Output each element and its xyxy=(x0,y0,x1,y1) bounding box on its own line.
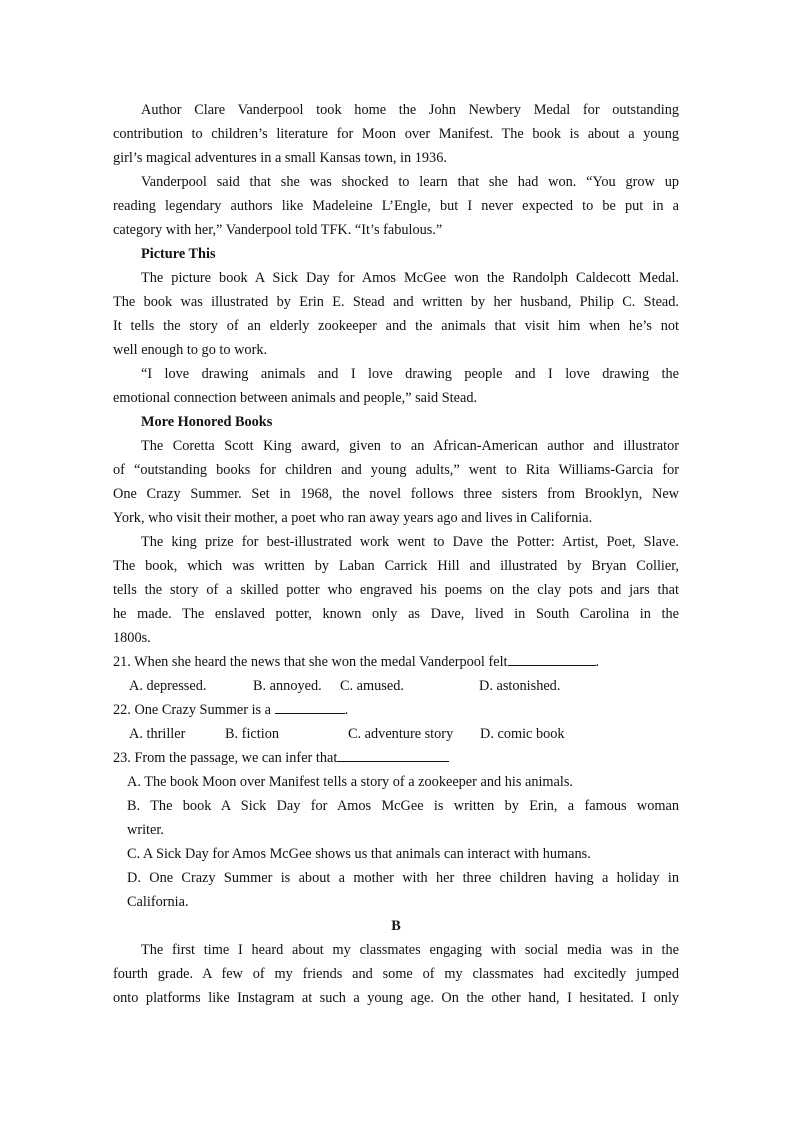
answer-blank xyxy=(337,747,449,762)
text-line: The picture book A Sick Day for Amos McGee won the Randolph Caldecott Medal. xyxy=(141,270,679,286)
option-c: C. A Sick Day for Amos McGee shows us that animals can interact with humans. xyxy=(127,846,591,862)
text-line: It tells the story of an elderly zookeeper and the animals that visit him when he’s not xyxy=(113,318,679,334)
question-options xyxy=(113,722,679,746)
text-line: One Crazy Summer. Set in 1968, the novel follows three sisters from Brooklyn, New xyxy=(113,486,679,502)
heading-more-honored-books: More Honored Books xyxy=(141,414,273,430)
question-stem xyxy=(113,650,679,674)
option-d: D. astonished. xyxy=(479,678,561,694)
paragraph-caldecott xyxy=(113,266,679,362)
text-line: of “outstanding books for children and young adults,” went to Rita Williams-Garcia for xyxy=(113,462,679,478)
text-line: “I love drawing animals and I love drawing people and I love drawing the xyxy=(141,366,679,382)
text-line: 1800s. xyxy=(113,630,151,646)
text-line: York, who visit their mother, a poet who ran away years ago and lives in California. xyxy=(113,510,593,526)
question-stem-text: 21. When she heard the news that she won the medal Vanderpool felt xyxy=(113,654,508,670)
text-line: well enough to go to work. xyxy=(113,342,268,358)
answer-blank xyxy=(275,699,345,714)
text-line: category with her,” Vanderpool told TFK. “It’s fabulous.” xyxy=(113,222,443,238)
question-21 xyxy=(113,650,679,698)
paragraph-newbery xyxy=(113,98,679,170)
question-stem-text: 22. One Crazy Summer is a xyxy=(113,702,275,718)
question-stem-end: . xyxy=(344,702,349,718)
text-line: The Coretta Scott King award, given to an African-American author and illustrator xyxy=(141,438,679,454)
text-line: tells the story of a skilled potter who engraved his poems on the clay pots and jars that xyxy=(113,582,679,598)
option-a: A. The book Moon over Manifest tells a story of a zookeeper and his animals. xyxy=(127,774,574,790)
option-a: A. depressed. xyxy=(129,678,207,694)
answer-blank xyxy=(508,651,596,666)
document-page xyxy=(113,98,679,1010)
question-stem-end: . xyxy=(595,654,600,670)
option-d: D. One Crazy Summer is about a mother with her three children having a holiday in xyxy=(127,870,679,886)
text-line: contribution to children’s literature for Moon over Manifest. The book is about a young xyxy=(113,126,679,142)
question-stem-text: 23. From the passage, we can infer that xyxy=(113,750,338,766)
option-b-continued: writer. xyxy=(127,822,164,838)
paragraph-king-prize xyxy=(113,530,679,650)
option-c: C. amused. xyxy=(340,678,404,694)
text-line: emotional connection between animals and people,” said Stead. xyxy=(113,390,478,406)
text-line: The first time I heard about my classmates engaging with social media was in the xyxy=(141,942,679,958)
paragraph-stead-quote xyxy=(113,362,679,410)
text-line: reading legendary authors like Madeleine L’Engle, but I never expected to be put in a xyxy=(113,198,679,214)
option-a: A. thriller xyxy=(129,726,186,742)
option-d-continued: California. xyxy=(127,894,189,910)
option-b: B. fiction xyxy=(225,726,280,742)
paragraph-vanderpool-quote xyxy=(113,170,679,242)
text-line: Vanderpool said that she was shocked to learn that she had won. “You grow up xyxy=(141,174,679,190)
text-line: he made. The enslaved potter, known only as Dave, lived in South Carolina in the xyxy=(113,606,679,622)
option-d: D. comic book xyxy=(480,726,565,742)
text-line: The book was illustrated by Erin E. Stead and written by her husband, Philip C. Stead. xyxy=(113,294,679,310)
paragraph-coretta-scott-king xyxy=(113,434,679,530)
text-line: girl’s magical adventures in a small Kansas town, in 1936. xyxy=(113,150,447,166)
question-23 xyxy=(113,746,679,914)
question-stem xyxy=(113,698,679,722)
paragraph-social-media xyxy=(113,938,679,1010)
text-line: onto platforms like Instagram at such a young age. On the other hand, I hesitated. I only xyxy=(113,990,679,1006)
option-c: C. adventure story xyxy=(348,726,454,742)
heading-picture-this: Picture This xyxy=(141,246,216,262)
text-line: The king prize for best-illustrated work went to Dave the Potter: Artist, Poet, Slave. xyxy=(141,534,679,550)
text-line: fourth grade. A few of my friends and some of my classmates had excitedly jumped xyxy=(113,966,679,982)
text-line: The book, which was written by Laban Carrick Hill and illustrated by Bryan Collier, xyxy=(113,558,679,574)
text-line: Author Clare Vanderpool took home the John Newbery Medal for outstanding xyxy=(141,102,679,118)
option-b: B. The book A Sick Day for Amos McGee is written by Erin, a famous woman xyxy=(127,798,679,814)
option-b: B. annoyed. xyxy=(253,678,322,694)
question-stem xyxy=(113,746,679,770)
question-options xyxy=(113,674,679,698)
question-22 xyxy=(113,698,679,746)
section-b-heading: B xyxy=(391,918,401,934)
